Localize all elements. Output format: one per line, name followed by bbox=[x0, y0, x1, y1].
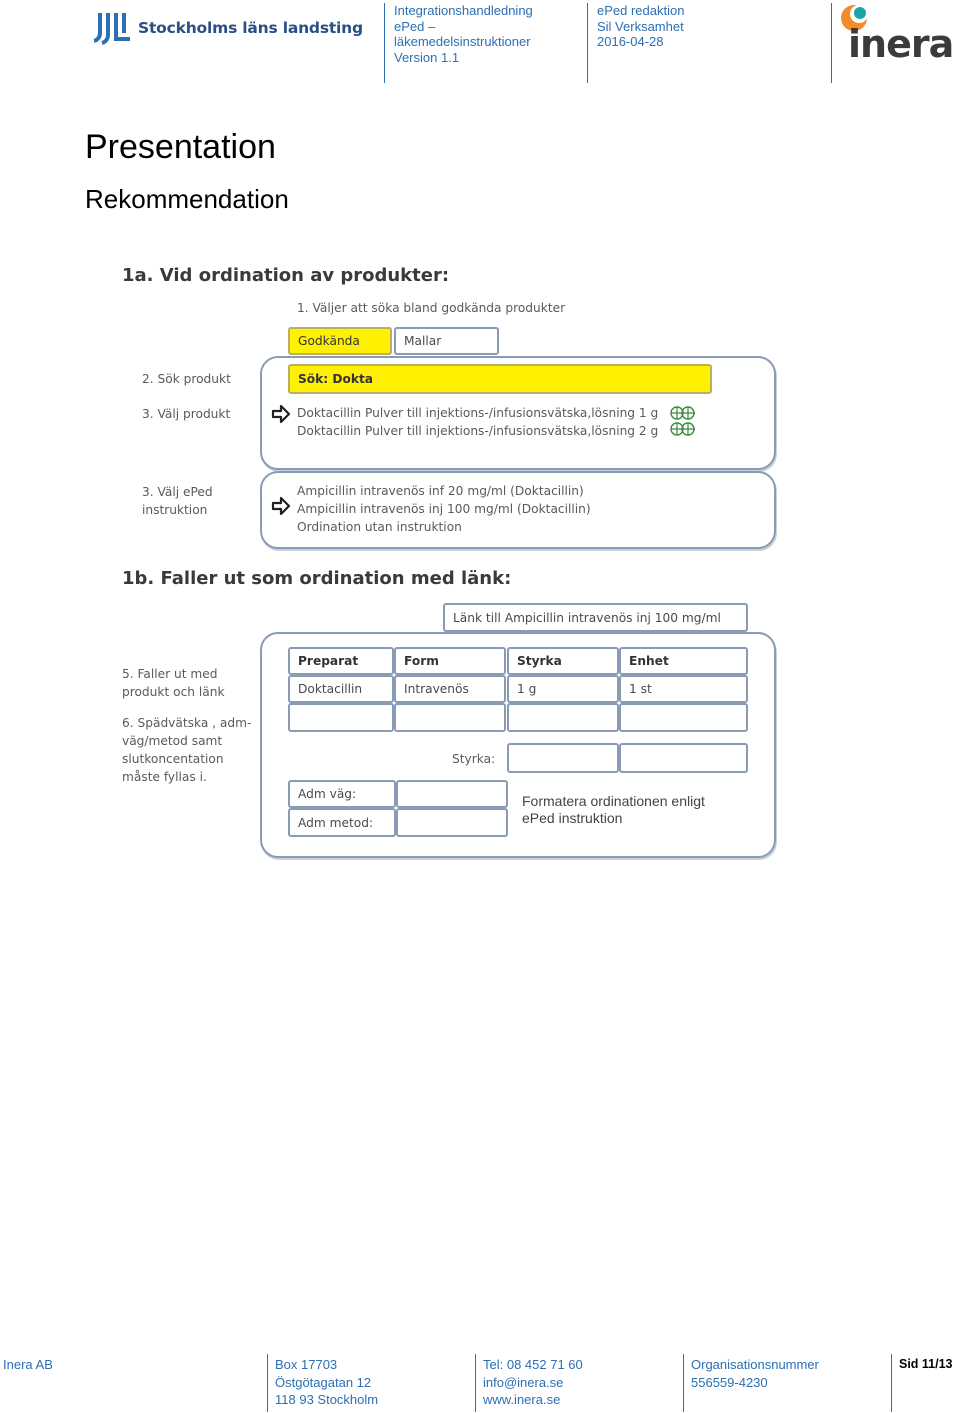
column-header-form bbox=[394, 647, 506, 675]
footer-divider bbox=[683, 1354, 684, 1412]
inera-logo-text: inera bbox=[848, 22, 954, 66]
styrka-label: Styrka: bbox=[452, 752, 496, 766]
adm-vag-input[interactable] bbox=[396, 780, 508, 808]
footer-org bbox=[691, 1356, 819, 1391]
address-line: Box 17703 bbox=[275, 1357, 338, 1372]
instruction-link[interactable] bbox=[443, 603, 748, 632]
doc-title-line: läkemedelsinstruktioner bbox=[394, 34, 531, 49]
adm-vag-label bbox=[288, 780, 396, 808]
instruction-option[interactable]: Ordination utan instruktion bbox=[297, 520, 462, 534]
org-number: 556559-4230 bbox=[691, 1374, 768, 1390]
link-text: Länk till Ampicillin intravenös inj 100 mg/ml bbox=[453, 610, 721, 625]
page-number: Sid 11/13 bbox=[899, 1357, 953, 1371]
footer-divider bbox=[475, 1354, 476, 1412]
email-link[interactable]: info@inera.se bbox=[483, 1374, 564, 1390]
footer-divider bbox=[267, 1354, 268, 1412]
column-header-preparat bbox=[288, 647, 394, 675]
adm-metod-text: Adm metod: bbox=[298, 815, 374, 830]
step-3-label: 3. Välj produkt bbox=[142, 407, 231, 421]
website-link[interactable]: www.inera.se bbox=[483, 1392, 561, 1407]
field-spadvatska-enhet[interactable] bbox=[619, 703, 748, 732]
step-6-label bbox=[122, 714, 251, 786]
column-header-text: Form bbox=[404, 654, 439, 668]
address-line: 118 93 Stockholm bbox=[275, 1392, 379, 1407]
step-6-line: måste fyllas i. bbox=[122, 770, 207, 784]
footer-company: Inera AB bbox=[3, 1357, 53, 1372]
tab-label: Mallar bbox=[404, 334, 442, 348]
column-header-styrka bbox=[507, 647, 619, 675]
step-6-line: väg/metod samt bbox=[122, 734, 223, 748]
step-3b-line: instruktion bbox=[142, 503, 208, 517]
section-1b-heading: 1b. Faller ut som ordination med länk: bbox=[122, 568, 512, 589]
field-value: 1 st bbox=[629, 682, 652, 696]
footer-divider bbox=[891, 1354, 892, 1412]
approved-product-icon bbox=[670, 422, 696, 436]
column-header-text: Styrka bbox=[517, 654, 562, 668]
step-3b-label bbox=[142, 483, 213, 519]
column-header-enhet bbox=[619, 647, 748, 675]
formatera-note bbox=[522, 793, 705, 827]
doc-title-line: ePed – bbox=[394, 18, 436, 34]
step-1-label: 1. Väljer att söka bland godkända produkter bbox=[297, 301, 566, 315]
field-preparat[interactable] bbox=[288, 675, 394, 703]
field-value: Intravenös bbox=[404, 682, 469, 696]
org-label: Organisationsnummer bbox=[691, 1357, 819, 1372]
page-subtitle: Rekommendation bbox=[85, 184, 289, 214]
search-input[interactable] bbox=[288, 364, 712, 394]
product-option[interactable]: Doktacillin Pulver till injektions-/infusionsvätska,lösning 1 g bbox=[297, 406, 659, 420]
approved-product-icon bbox=[670, 406, 696, 420]
column-header-text: Enhet bbox=[629, 654, 669, 668]
column-header-text: Preparat bbox=[298, 654, 359, 668]
step-3b-line: 3. Välj ePed bbox=[142, 485, 213, 499]
tab-label: Godkända bbox=[298, 334, 360, 348]
field-styrka[interactable] bbox=[507, 675, 619, 703]
arrow-right-icon bbox=[271, 496, 291, 516]
instruction-option[interactable]: Ampicillin intravenös inf 20 mg/ml (Doktacillin) bbox=[297, 484, 584, 498]
field-form[interactable] bbox=[394, 675, 506, 703]
page-title: Presentation bbox=[85, 128, 276, 166]
tab-mallar[interactable] bbox=[394, 327, 499, 355]
department: Sil Verksamhet bbox=[597, 18, 684, 34]
adm-metod-label bbox=[288, 808, 396, 837]
phone: Tel: 08 452 71 60 bbox=[483, 1357, 583, 1372]
field-slutkoncentration-unit[interactable] bbox=[619, 743, 748, 773]
field-spadvatska-preparat[interactable] bbox=[288, 703, 394, 732]
field-spadvatska-form[interactable] bbox=[394, 703, 506, 732]
product-option[interactable]: Doktacillin Pulver till injektions-/infusionsvätska,lösning 2 g bbox=[297, 424, 659, 438]
field-value: 1 g bbox=[517, 682, 537, 696]
footer-contact bbox=[483, 1356, 583, 1409]
search-value: Sök: Dokta bbox=[298, 372, 374, 386]
arrow-right-icon bbox=[271, 404, 291, 424]
sll-logo-text: Stockholms läns landsting bbox=[138, 19, 363, 37]
formatera-line: ePed instruktion bbox=[522, 810, 623, 826]
field-slutkoncentration-value[interactable] bbox=[507, 743, 619, 773]
step-5-line: produkt och länk bbox=[122, 685, 225, 699]
doc-title-line: Integrationshandledning bbox=[394, 3, 533, 18]
adm-metod-input[interactable] bbox=[396, 808, 508, 837]
doc-date: 2016-04-28 bbox=[597, 34, 664, 49]
footer-address bbox=[275, 1356, 378, 1409]
formatera-line: Formatera ordinationen enligt bbox=[522, 793, 705, 809]
field-enhet[interactable] bbox=[619, 675, 748, 703]
step-5-label bbox=[122, 665, 225, 701]
author: ePed redaktion bbox=[597, 3, 685, 18]
section-1a-heading: 1a. Vid ordination av produkter: bbox=[122, 265, 450, 286]
step-5-line: 5. Faller ut med bbox=[122, 667, 218, 681]
address-line: Östgötagatan 12 bbox=[275, 1374, 372, 1390]
step-6-line: slutkoncentation bbox=[122, 752, 224, 766]
field-value: Doktacillin bbox=[298, 682, 363, 696]
field-spadvatska-styrka[interactable] bbox=[507, 703, 619, 732]
tab-godkanda[interactable] bbox=[288, 327, 392, 355]
instruction-option[interactable]: Ampicillin intravenös inj 100 mg/ml (Doktacillin) bbox=[297, 502, 591, 516]
step-6-line: 6. Spädvätska , adm- bbox=[122, 716, 252, 730]
doc-version: Version 1.1 bbox=[394, 49, 460, 65]
step-2-label: 2. Sök produkt bbox=[142, 372, 231, 386]
adm-vag-text: Adm väg: bbox=[298, 787, 357, 801]
